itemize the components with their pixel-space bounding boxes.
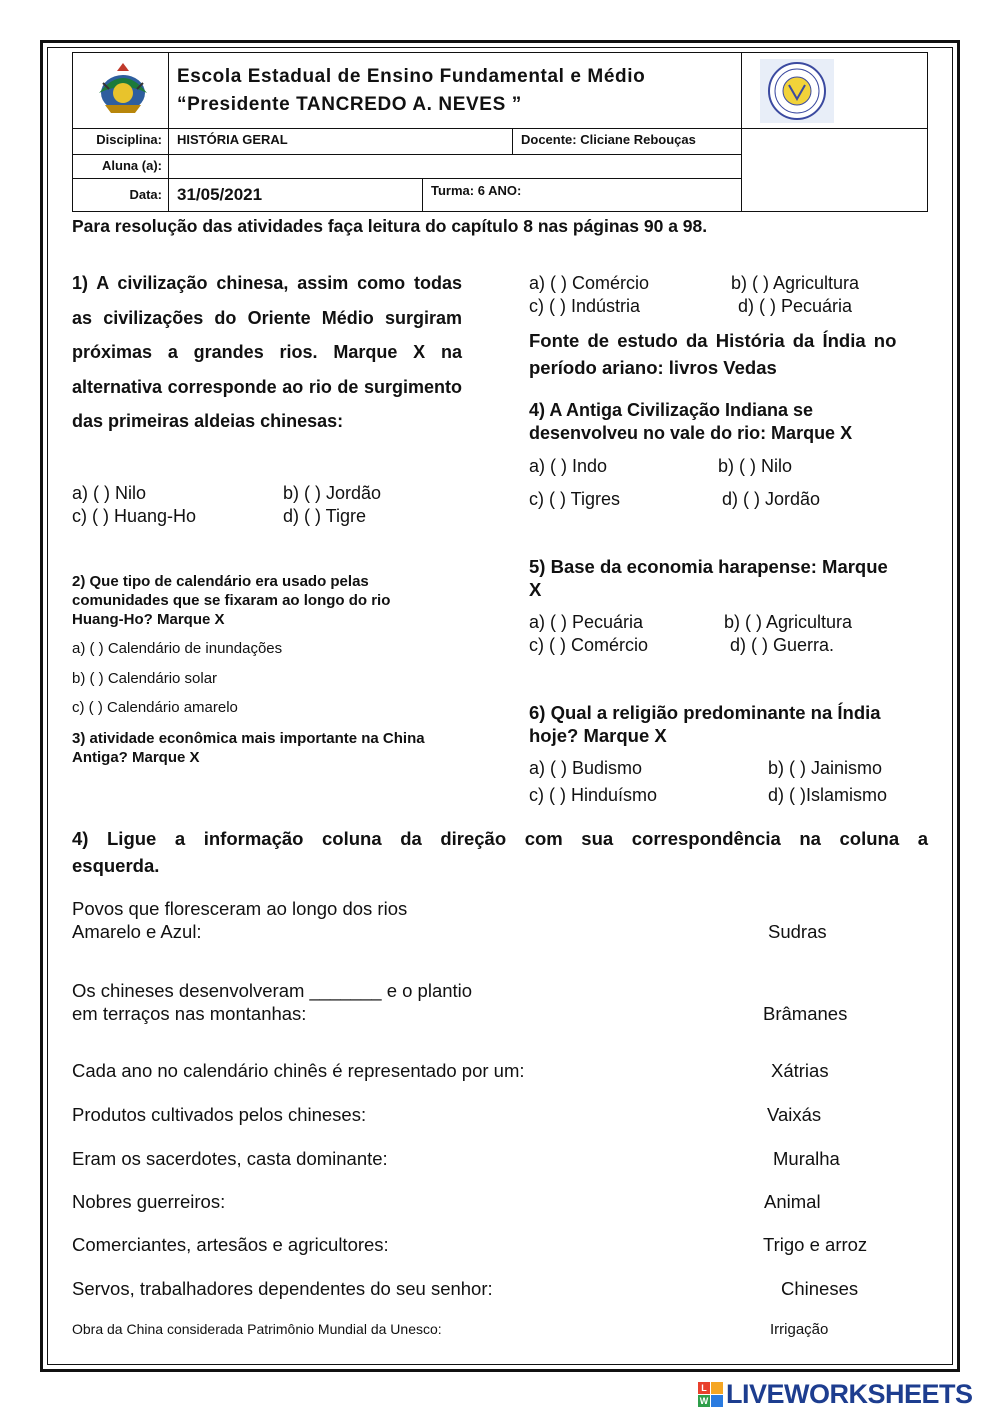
school-name-line2: “Presidente TANCREDO A. NEVES ” (177, 94, 522, 115)
match-left-2a: Os chineses desenvolveram _______ e o plantio (72, 980, 473, 1001)
match-right-2: Brâmanes (763, 1003, 848, 1024)
header-table (72, 52, 928, 212)
disciplina-value: HISTÓRIA GERAL (169, 129, 513, 155)
q4a-option-a: a) ( ) Indo (529, 456, 608, 476)
logo-letter-w: W (699, 1395, 709, 1406)
q4a-line2: desenvolveu no vale do rio: Marque X (529, 423, 853, 443)
match-left-1a: Povos que floresceram ao longo dos rios (72, 898, 408, 919)
match-left-3: Cada ano no calendário chinês é representado por um: (72, 1060, 525, 1081)
logo-letter-l: L (698, 1382, 710, 1394)
blank-grade-cell (742, 129, 928, 211)
q2-text-line2: comunidades que se fixaram ao longo do rio (72, 592, 391, 609)
liveworksheets-logo (698, 1380, 973, 1408)
match-left-1b: Amarelo e Azul: (72, 921, 202, 942)
match-left-4: Produtos cultivados pelos chineses: (72, 1104, 367, 1125)
fonte-line1: Fonte de estudo da História da Índia no (529, 330, 897, 351)
data-label: Data: (73, 179, 169, 211)
right-logo-cell (742, 53, 928, 129)
q3-text-line1: 3) atividade econômica mais importante na China (72, 730, 425, 747)
match-right-9: Irrigação (770, 1321, 829, 1338)
q5-option-c: c) ( ) Comércio (529, 635, 649, 655)
liveworksheets-brand: LIVEWORKSHEETS (726, 1378, 973, 1409)
q4a-option-b: b) ( ) Nilo (718, 456, 793, 476)
q5-line1: 5) Base da economia harapense: Marque (529, 556, 888, 577)
match-left-6: Nobres guerreiros: (72, 1191, 226, 1212)
match-left-5: Eram os sacerdotes, casta dominante: (72, 1148, 388, 1169)
match-left-9: Obra da China considerada Patrimônio Mundial da Unesco: (72, 1321, 442, 1337)
match-right-6: Animal (764, 1191, 821, 1212)
q1-text: 1) A civilização chinesa, assim como todas as civilizações do Oriente Médio surgiram próximas a grandes rios. Marque X na alternativa corresponde ao rio de surgimento das primeiras aldeias chinesas: (72, 273, 462, 432)
q6-option-c: c) ( ) Hinduísmo (529, 785, 658, 805)
school-name (177, 63, 645, 119)
state-emblem-icon (73, 53, 169, 129)
q2-option-c: c) ( ) Calendário amarelo (72, 699, 238, 716)
intro-instruction: Para resolução das atividades faça leitura do capítulo 8 nas páginas 90 a 98. (72, 216, 708, 236)
data-value: 31/05/2021 (169, 179, 423, 211)
q6-option-a: a) ( ) Budismo (529, 758, 643, 778)
logo-square-2 (711, 1382, 723, 1394)
q2-option-b: b) ( ) Calendário solar (72, 670, 218, 687)
q2-text-line3: Huang-Ho? Marque X (72, 611, 225, 628)
logo-square-4 (711, 1395, 723, 1407)
liveworksheets-logo-icon (698, 1382, 723, 1407)
q6-line2: hoje? Marque X (529, 725, 667, 746)
match-right-5: Muralha (773, 1148, 840, 1169)
q3-option-c: c) ( ) Indústria (529, 296, 641, 316)
q3-option-a: a) ( ) Comércio (529, 273, 650, 293)
school-name-line1: Escola Estadual de Ensino Fundamental e Médio (177, 66, 646, 87)
q4a-line1: 4) A Antiga Civilização Indiana se (529, 400, 814, 420)
q2-text-line1: 2) Que tipo de calendário era usado pelas (72, 573, 369, 590)
school-name-cell (169, 53, 742, 129)
q6-line1: 6) Qual a religião predominante na Índia (529, 702, 881, 723)
q2-option-a: a) ( ) Calendário de inundações (72, 640, 283, 657)
q4a-option-d: d) ( ) Jordão (722, 489, 821, 509)
turma-value: Turma: 6 ANO: (423, 179, 742, 211)
q6-option-d: d) ( )Islamismo (768, 785, 888, 805)
match-left-8: Servos, trabalhadores dependentes do seu senhor: (72, 1278, 493, 1299)
q4b-line2: esquerda. (72, 855, 160, 876)
aluna-value-field (169, 155, 742, 179)
q3-option-b: b) ( ) Agricultura (731, 273, 860, 293)
match-right-7: Trigo e arroz (763, 1234, 868, 1255)
match-left-7: Comerciantes, artesãos e agricultores: (72, 1234, 389, 1255)
q5-line2: X (529, 579, 542, 600)
q4a-option-c: c) ( ) Tigres (529, 489, 621, 509)
match-left-2b: em terraços nas montanhas: (72, 1003, 307, 1024)
q1-option-c: c) ( ) Huang-Ho (72, 506, 197, 526)
match-right-3: Xátrias (771, 1060, 829, 1081)
q1-option-d: d) ( ) Tigre (283, 506, 367, 526)
q1-option-b: b) ( ) Jordão (283, 483, 382, 503)
match-right-8: Chineses (781, 1278, 859, 1299)
fonte-line2: período ariano: livros Vedas (529, 357, 777, 378)
left-logo-cell (73, 53, 169, 129)
disciplina-label: Disciplina: (73, 129, 169, 155)
q3-option-d: d) ( ) Pecuária (738, 296, 853, 316)
q5-option-d: d) ( ) Guerra. (730, 635, 835, 655)
q1-option-a: a) ( ) Nilo (72, 483, 147, 503)
q4b-line1: 4) Ligue a informação coluna da direção com sua correspondência na coluna a (72, 828, 928, 849)
fonte-line1-wrap (529, 329, 928, 352)
q5-option-a: a) ( ) Pecuária (529, 612, 644, 632)
match-right-1: Sudras (768, 921, 827, 942)
q3-text-line2: Antiga? Marque X (72, 749, 200, 766)
q5-option-b: b) ( ) Agricultura (724, 612, 853, 632)
q6-option-b: b) ( ) Jainismo (768, 758, 883, 778)
docente-value: Docente: Cliciane Rebouças (513, 129, 742, 155)
aluna-label: Aluna (a): (73, 155, 169, 179)
match-right-4: Vaixás (767, 1104, 822, 1125)
school-seal-icon (742, 53, 928, 129)
